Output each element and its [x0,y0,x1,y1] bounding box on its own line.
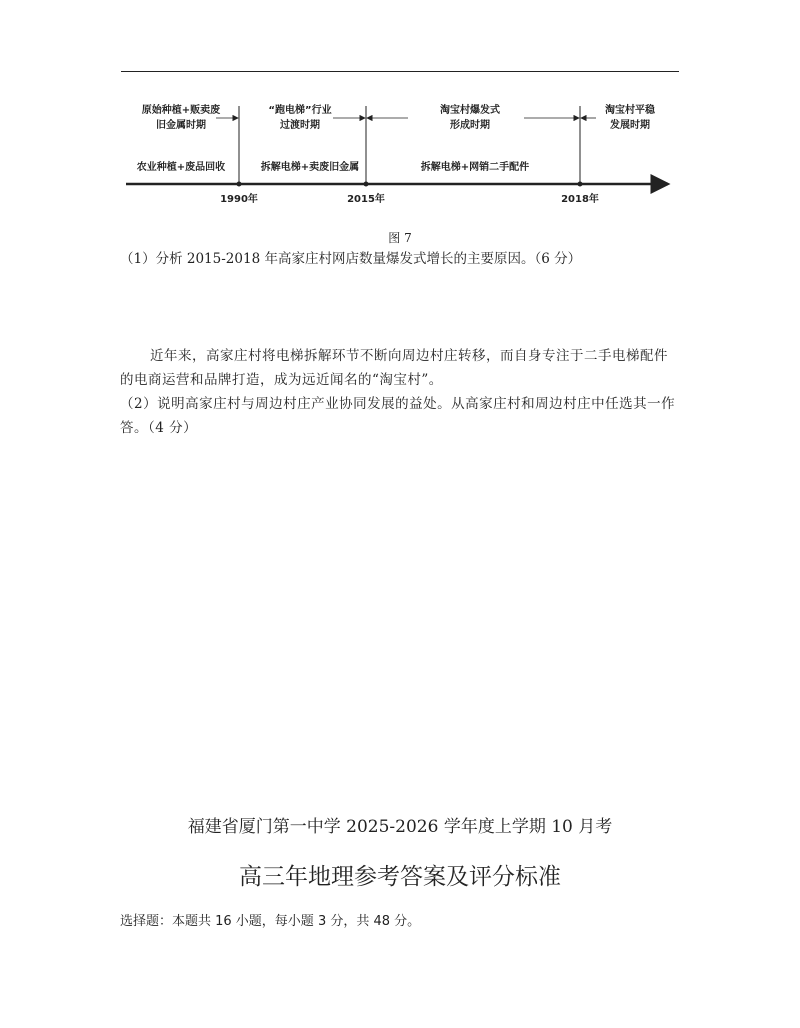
period-2-activity: 拆解电梯+卖废旧金属 [260,162,360,173]
period-1-line1: 原始种植+贩卖废 [141,105,221,116]
period-3-activity: 拆解电梯+网销二手配件 [420,162,530,173]
figure-caption: 图 7 [388,231,412,245]
period-2-line2: 过渡时期 [280,120,320,131]
period-3-line2: 形成时期 [450,120,490,131]
answer-school-heading: 福建省厦门第一中学 2025-2026 学年度上学期 10 月考 [187,817,613,837]
question-2: （2）说明高家庄村与周边村庄产业协同发展的益处。从高家庄村和周边村庄中任选其一作答。（4 分） [120,396,676,436]
year-label-2015: 2015年 [347,194,385,205]
marker-1990 [237,182,242,187]
period-4-line2: 发展时期 [610,120,650,131]
timeline-figure [0,0,800,230]
context-paragraph-text: 近年来，高家庄村将电梯拆解环节不断向周边村庄转移，而自身专注于二手电梯配件的电商运营和品牌打造，成为远近闻名的“淘宝村”。 [120,348,668,388]
period-3-line1: 淘宝村爆发式 [440,105,500,116]
period-1-activity: 农业种植+废品回收 [136,162,226,173]
marker-2018 [578,182,583,187]
choice-section-note: 选择题：本题共 16 小题，每小题 3 分，共 48 分。 [120,914,421,929]
period-2-line1: “跑电梯”行业 [268,105,332,116]
question-1: （1）分析 2015-2018 年高家庄村网店数量爆发式增长的主要原因。（6 分） [120,251,582,267]
year-label-1990: 1990年 [220,194,258,205]
year-label-2018: 2018年 [561,194,599,205]
context-paragraph [120,344,680,392]
answer-title: 高三年地理参考答案及评分标准 [239,864,561,890]
period-4-line1: 淘宝村平稳 [605,105,655,116]
period-1-line2: 旧金属时期 [156,120,206,131]
marker-2015 [364,182,369,187]
